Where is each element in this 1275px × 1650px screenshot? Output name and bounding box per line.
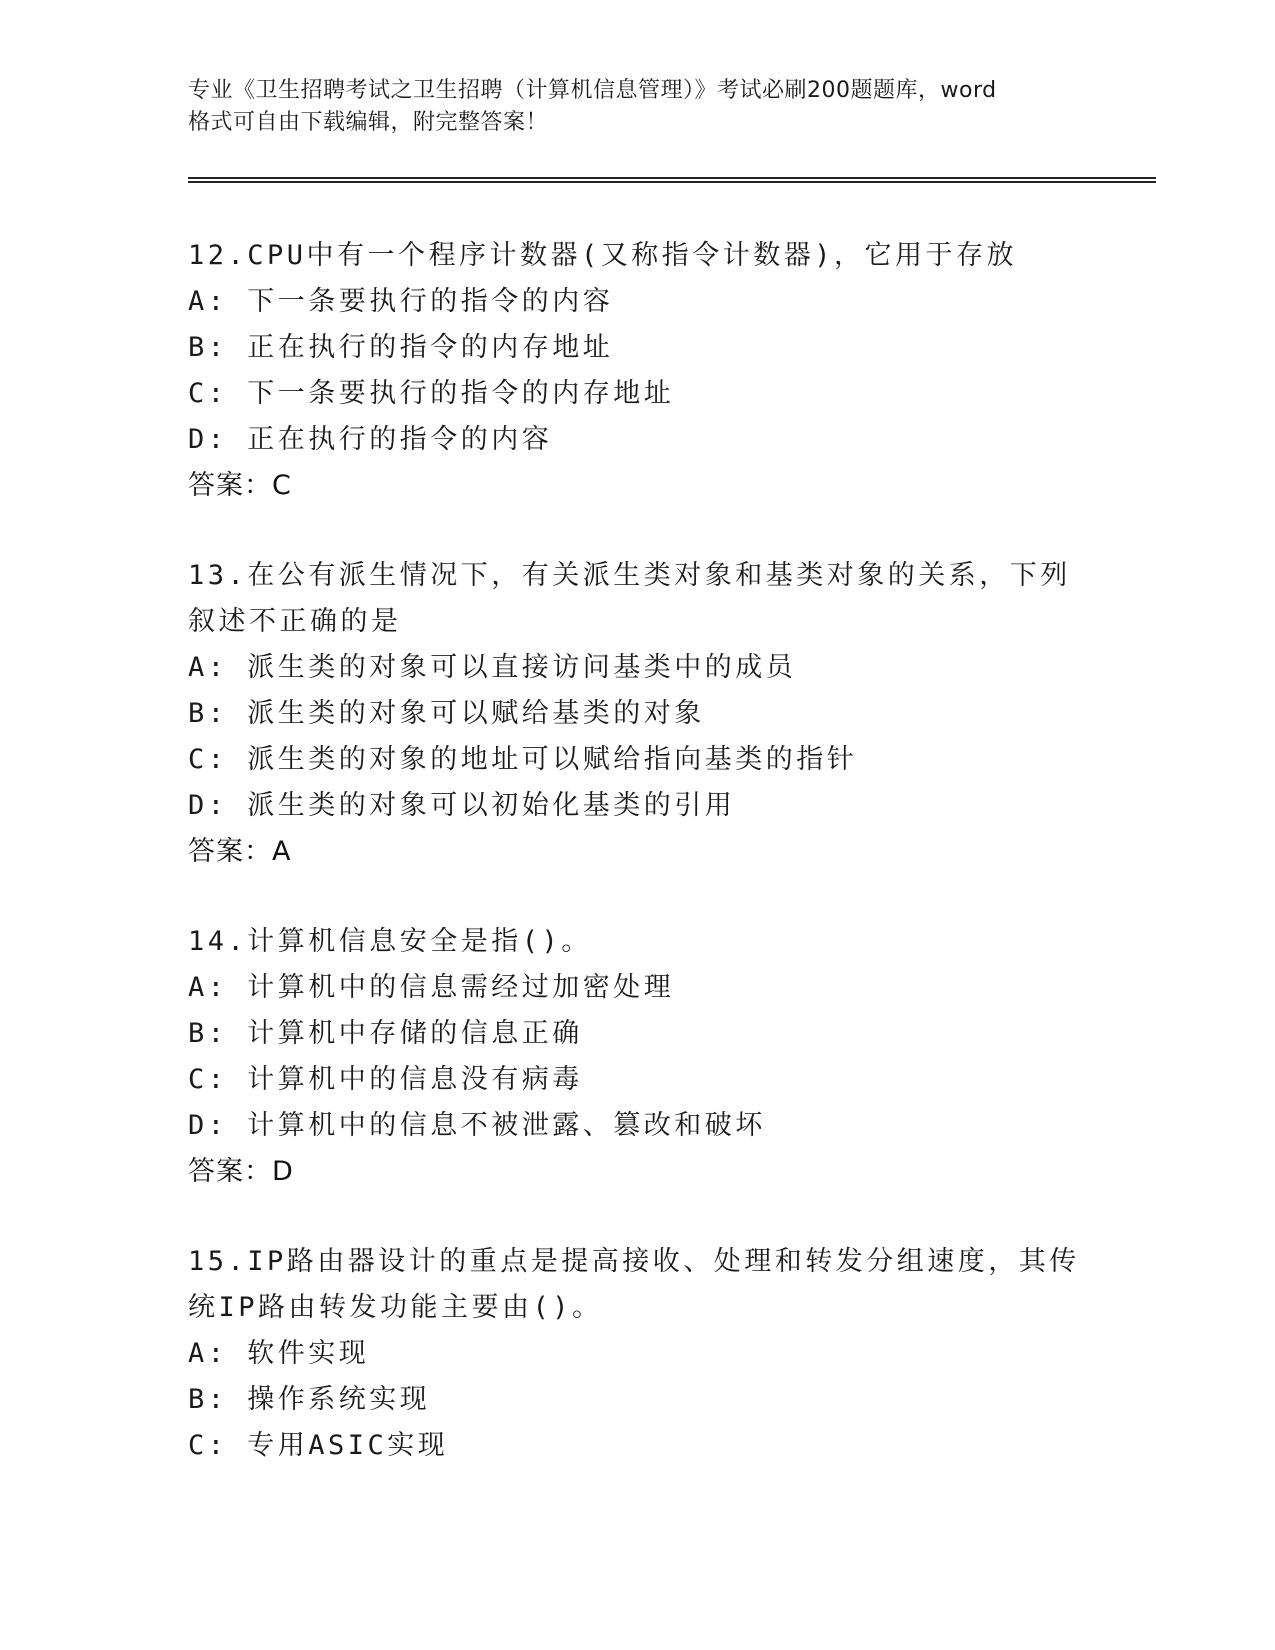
option-c: C: 下一条要执行的指令的内存地址	[188, 378, 675, 409]
option-c: C: 派生类的对象的地址可以赋给指向基类的指针	[188, 744, 858, 775]
answer-line: 答案：D	[188, 1156, 294, 1187]
option-a: A: 派生类的对象可以直接访问基类中的成员	[188, 652, 797, 683]
question-list	[188, 233, 1108, 1513]
option-b: B: 操作系统实现	[188, 1384, 431, 1415]
option-a: A: 软件实现	[188, 1338, 370, 1369]
question-13	[188, 553, 1108, 875]
question-stem: 14.计算机信息安全是指()。	[188, 926, 592, 957]
option-b: B: 计算机中存储的信息正确	[188, 1018, 583, 1049]
header-double-rule	[188, 177, 1156, 183]
option-d: D: 正在执行的指令的内容	[188, 424, 553, 455]
question-stem: 12.CPU中有一个程序计数器(又称指令计数器)，它用于存放	[188, 240, 1018, 271]
question-12	[188, 233, 1108, 509]
question-15	[188, 1239, 1108, 1469]
option-c: C: 计算机中的信息没有病毒	[188, 1064, 583, 1095]
option-c: C: 专用ASIC实现	[188, 1430, 449, 1461]
answer-line: 答案：A	[188, 836, 292, 867]
question-stem: 15.IP路由器设计的重点是提高接收、处理和转发分组速度，其传统IP路由转发功能主要由()。	[188, 1246, 1080, 1323]
question-stem: 13.在公有派生情况下，有关派生类对象和基类对象的关系，下列叙述不正确的是	[188, 560, 1071, 637]
header-line-1: 专业《卫生招聘考试之卫生招聘（计算机信息管理）》考试必刷200题题库，word	[188, 78, 997, 103]
option-a: A: 下一条要执行的指令的内容	[188, 286, 614, 317]
answer-line: 答案：C	[188, 470, 292, 501]
header-line-2: 格式可自由下载编辑，附完整答案！	[188, 110, 549, 135]
option-a: A: 计算机中的信息需经过加密处理	[188, 972, 675, 1003]
option-b: B: 派生类的对象可以赋给基类的对象	[188, 698, 705, 729]
option-b: B: 正在执行的指令的内存地址	[188, 332, 614, 363]
option-d: D: 计算机中的信息不被泄露、篡改和破坏	[188, 1110, 766, 1141]
option-d: D: 派生类的对象可以初始化基类的引用	[188, 790, 736, 821]
document-header	[188, 75, 1088, 139]
question-14	[188, 919, 1108, 1195]
